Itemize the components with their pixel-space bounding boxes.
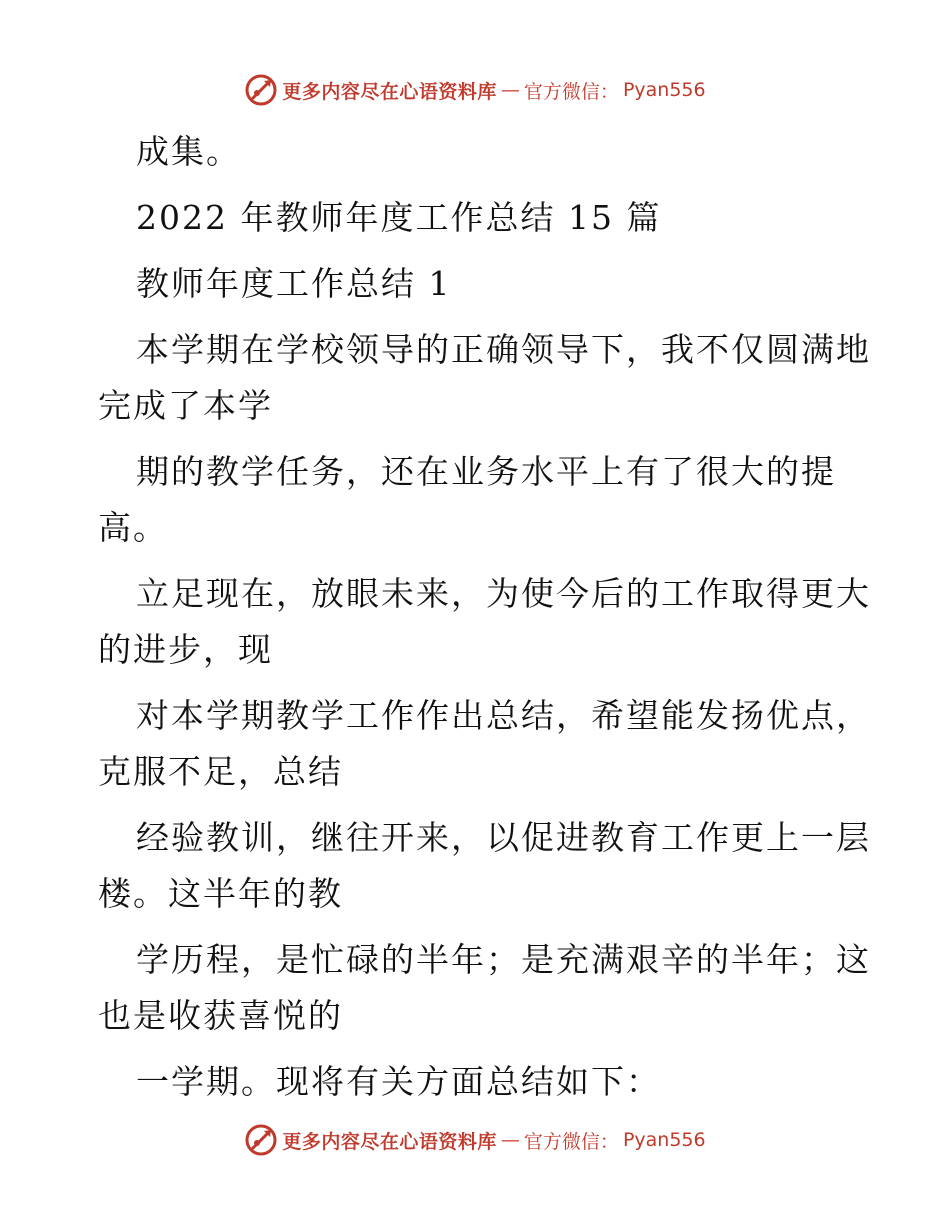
wechat-label: 官方微信： (523, 1130, 619, 1153)
section-heading: 教师年度工作总结 1 (136, 264, 452, 303)
document-body (98, 124, 871, 1110)
wechat-label: 官方微信： (523, 80, 619, 103)
text-line: 楼。这半年的教 (98, 874, 343, 913)
text-line: 对本学期教学工作作出总结，希望能发扬优点， (136, 696, 871, 735)
brand-text: 更多内容尽在心语资料库 (282, 1130, 497, 1153)
text-line: 也是收获喜悦的 (98, 996, 343, 1035)
wechat-id: Pyan556 (622, 1129, 706, 1151)
header-watermark (0, 70, 950, 110)
text-line: 的进步，现 (98, 630, 273, 669)
wechat-id: Pyan556 (622, 79, 706, 101)
text-line: 学历程，是忙碌的半年；是充满艰辛的半年；这 (136, 940, 871, 979)
banner-separator: — (500, 79, 520, 101)
footer-watermark (0, 1120, 950, 1160)
text-line: 立足现在，放眼未来，为使今后的工作取得更大 (136, 574, 871, 613)
text-line: 本学期在学校领导的正确领导下，我不仅圆满地 (136, 330, 871, 369)
text-line: 期的教学任务，还在业务水平上有了很大的提 (136, 452, 836, 491)
document-title: 2022 年教师年度工作总结 15 篇 (136, 198, 662, 237)
text-line: 完成了本学 (98, 386, 273, 425)
text-line: 成集。 (136, 132, 241, 171)
text-line: 克服不足，总结 (98, 752, 343, 791)
text-line: 高。 (98, 508, 168, 547)
text-line: 一学期。现将有关方面总结如下： (136, 1062, 661, 1101)
brand-text: 更多内容尽在心语资料库 (282, 80, 497, 103)
banner-separator: — (500, 1129, 520, 1151)
quill-logo-icon (244, 1123, 278, 1157)
quill-logo-icon (244, 73, 278, 107)
text-line: 经验教训，继往开来，以促进教育工作更上一层 (136, 818, 871, 857)
